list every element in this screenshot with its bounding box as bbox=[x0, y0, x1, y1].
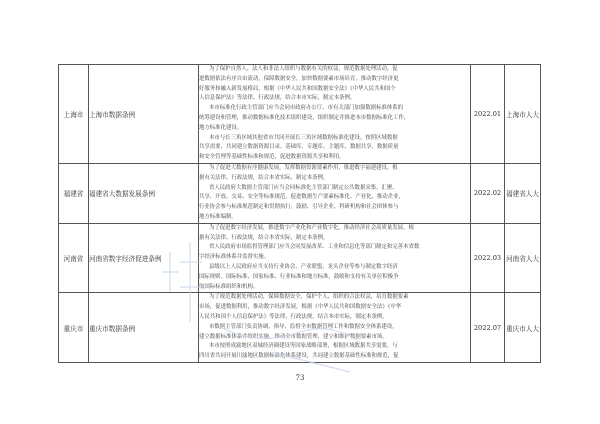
content-line: 统筹建设和管理，推动数据标准化技术组织建设，组织制定并推进本市数据标准化工作， bbox=[199, 114, 410, 121]
content-line: 为了保护自然人、法人和非法人组织与数据有关的权益，规范数据处理活动，促 bbox=[209, 66, 398, 72]
content-line: 为了促进数字经济发展，推进数字产业化和产业数字化，推动经济社会高质量发展，根 bbox=[209, 224, 414, 231]
issuer-cell: 福建省人大 bbox=[505, 163, 541, 223]
content-line: 共享需要，共同建立数据资源目录、基础库、专题库、主题库、数据共享、数据质量 bbox=[199, 144, 399, 151]
page-number: 73 bbox=[295, 374, 305, 382]
content-line: 好服务和融入新发展格局，根据《中华人民共和国数据安全法》《中华人民共和国个 bbox=[199, 85, 396, 92]
province-cell: 上海市 bbox=[59, 65, 89, 164]
content-line: 国际规则、国际标准、国家标准、行业标准和地方标准，鼓励和支持有关单位积极争 bbox=[199, 273, 399, 280]
content-cell bbox=[199, 65, 471, 164]
date-cell: 2022.02 bbox=[471, 163, 505, 223]
content-line: 市场，促进数据利用，推动数字经济发展，根据《中华人民共和国数据安全法》《中华 bbox=[199, 304, 402, 311]
issuer-cell: 河南省人大 bbox=[505, 223, 541, 293]
date-cell: 2022.01 bbox=[471, 65, 505, 164]
date-cell: 2022.03 bbox=[471, 223, 505, 293]
content-line: 本市标准化行政主管部门应当会同市政府办公厅、市有关部门加强数据标准体系的 bbox=[209, 105, 404, 112]
table-row bbox=[59, 65, 541, 164]
content-line: 本市按照成渝地区双城经济圈建设等国家战略部署，根据区域数据共享需要，与 bbox=[209, 343, 398, 350]
issuer-cell: 上海市人大 bbox=[505, 65, 541, 164]
content-line: 据有关法律、行政法规，结合本省实际，制定本条例。 bbox=[199, 234, 329, 241]
content-line: 四川省共同开展川渝地区数据标准化体系建设，共同建立数据基础性标准和规范，促 bbox=[199, 353, 399, 360]
content-line: 本市与长三角区域其他省市共同开展长三角区域数据标准化建设，按照区域数据 bbox=[209, 134, 398, 141]
content-cell bbox=[199, 293, 471, 363]
content-cell bbox=[199, 163, 471, 223]
regulation-name-cell: 上海市数据条例 bbox=[89, 65, 199, 164]
date-cell: 2022.07 bbox=[471, 293, 505, 363]
table-row bbox=[59, 293, 541, 363]
regulation-name-cell: 河南省数字经济促进条例 bbox=[89, 223, 199, 293]
issuer-cell: 重庆市人大 bbox=[505, 293, 541, 363]
content-line: 为了促进大数据有序健康发展，发挥数据资源要素作用，推进数字福建建设，根 bbox=[209, 164, 398, 171]
content-line: 取国际标准组织和机构。 bbox=[199, 283, 259, 290]
regulation-table-body bbox=[59, 65, 541, 363]
content-line: 据有关法律、行政法规，结合本省实际，制定本条例。 bbox=[199, 174, 329, 181]
table-row bbox=[59, 163, 541, 223]
content-line: 县级以上人民政府应当支持行业协会、产业联盟、龙头企业等参与制定数字经济 bbox=[209, 263, 398, 270]
content-cell bbox=[199, 223, 471, 293]
regulation-name-cell: 福建省大数据发展条例 bbox=[89, 163, 199, 223]
content-line: 人民共和国个人信息保护法》等法律、行政法规，结合本市实际，制定本条例。 bbox=[199, 313, 388, 320]
content-line: 行业协会参与标准规范制定和贯彻执行，鼓励、引导企业、科研机构和社会团体参与 bbox=[199, 204, 399, 211]
content-line: 人信息保护法》等法律、行政法规，结合本市实际，制定本条例。 bbox=[199, 95, 356, 102]
content-line: 地方标准化建设。 bbox=[199, 124, 243, 131]
regulation-table bbox=[58, 64, 541, 363]
regulation-name-cell: 重庆市数据条例 bbox=[89, 293, 199, 363]
content-line: 和安全管理等基础性标准和规范，促进数据资源共享和利用。 bbox=[199, 154, 345, 161]
content-line: 共享、开放、交易、安全等标准规范，促进数据生产要素标准化、产业化，推动企业、 bbox=[199, 194, 404, 201]
table-row bbox=[59, 223, 541, 293]
content-line: 建立数据标准体系并组织实施，推动全市数据管理、建立和维护数据要素市场。 bbox=[199, 333, 388, 340]
content-line: 省人民政府大数据主管部门应当会同标准化主管部门制定公共数据采集、汇聚、 bbox=[209, 184, 398, 191]
province-cell: 河南省 bbox=[59, 223, 89, 293]
content-line: 进数据依法有序自由流动，保障数据安全，加快数据要素市场培育，推动数字经济更 bbox=[199, 75, 399, 82]
content-line: 地方标准编制。 bbox=[199, 213, 237, 220]
content-line: 为了规范数据处理活动，保障数据安全，保护个人、组织的合法权益，培育数据要素 bbox=[209, 294, 409, 301]
content-line: 省人民政府市场监督管理部门应当会同发展改革、工业和信息化等部门制定和完善本省数 bbox=[209, 244, 420, 251]
content-line: 市数据主管部门负责协调、指导、监督全市数据管理工作和数据安全体系建设， bbox=[209, 323, 398, 330]
province-cell: 重庆市 bbox=[59, 293, 89, 363]
province-cell: 福建省 bbox=[59, 163, 89, 223]
content-line: 字经济标准体系并监督实施。 bbox=[199, 254, 270, 261]
